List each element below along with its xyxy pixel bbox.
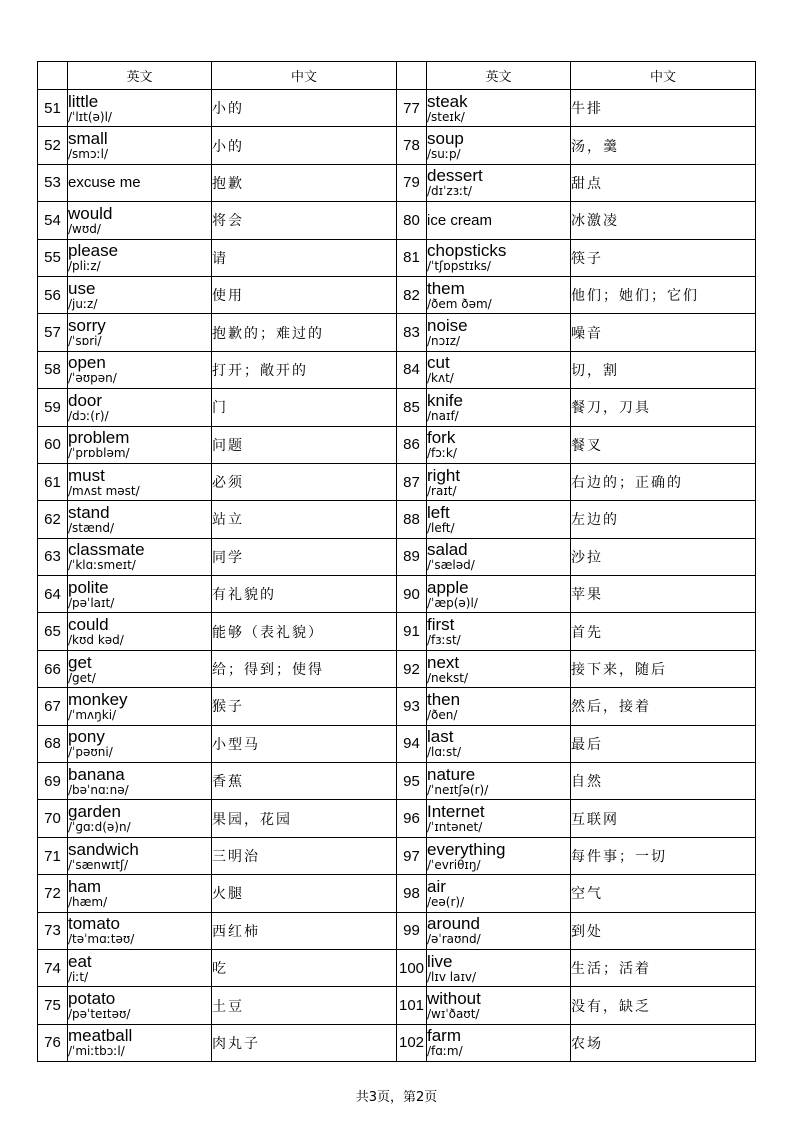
entry-chinese: 他们；她们；它们 — [571, 276, 756, 313]
entry-english — [68, 1024, 212, 1061]
entry-chinese: 小型马 — [212, 725, 397, 762]
table-row — [38, 389, 756, 426]
entry-number: 85 — [397, 389, 427, 426]
table-row — [38, 725, 756, 762]
entry-phonetic: /ˈtʃɒpstɪks/ — [427, 259, 491, 274]
entry-chinese: 请 — [212, 239, 397, 276]
table-row — [38, 987, 756, 1024]
entry-phonetic: /ðen/ — [427, 707, 458, 722]
entry-english — [68, 763, 212, 800]
entry-number: 58 — [38, 351, 68, 388]
entry-english — [68, 613, 212, 650]
entry-english — [427, 576, 571, 613]
entry-phonetic: /dɪˈzɜːt/ — [427, 184, 472, 199]
entry-phonetic: /smɔːl/ — [68, 147, 108, 162]
entry-english — [68, 501, 212, 538]
table-row — [38, 538, 756, 575]
entry-word: small — [68, 129, 108, 149]
entry-phonetic: /stænd/ — [68, 520, 115, 535]
entry-phonetic: /fɜːst/ — [427, 633, 461, 648]
entry-number: 52 — [38, 127, 68, 164]
entry-phonetic: /ˈsæləd/ — [427, 558, 475, 573]
entry-english — [427, 613, 571, 650]
entry-number: 69 — [38, 763, 68, 800]
entry-chinese: 果园，花园 — [212, 800, 397, 837]
entry-word: please — [68, 241, 119, 261]
entry-word: problem — [68, 428, 130, 448]
entry-word: potato — [68, 989, 116, 1009]
entry-phonetic: /lɪv laɪv/ — [427, 969, 477, 984]
entry-english — [68, 576, 212, 613]
entry-phonetic: /juːz/ — [68, 296, 98, 311]
entry-english — [68, 837, 212, 874]
entry-number: 81 — [397, 239, 427, 276]
entry-word: stand — [68, 502, 110, 522]
entry-word: live — [427, 951, 453, 971]
entry-chinese: 沙拉 — [571, 538, 756, 575]
entry-chinese: 吃 — [212, 949, 397, 986]
table-row — [38, 426, 756, 463]
entry-english — [427, 501, 571, 538]
entry-chinese: 到处 — [571, 912, 756, 949]
entry-number: 77 — [397, 90, 427, 127]
entry-number: 64 — [38, 576, 68, 613]
entry-word: little — [68, 91, 99, 111]
entry-phonetic: /ˈɡɑːd(ə)n/ — [68, 820, 131, 835]
table-row — [38, 800, 756, 837]
entry-chinese: 能够（表礼貌） — [212, 613, 397, 650]
entry-chinese: 牛排 — [571, 90, 756, 127]
entry-phonetic: /bəˈnɑːnə/ — [68, 782, 129, 797]
entry-number: 84 — [397, 351, 427, 388]
entry-word: polite — [68, 577, 109, 597]
entry-word: ice cream — [427, 211, 493, 229]
entry-number: 75 — [38, 987, 68, 1024]
entry-number: 90 — [397, 576, 427, 613]
entry-chinese: 小的 — [212, 90, 397, 127]
entry-chinese: 冰激凌 — [571, 202, 756, 239]
entry-word: sorry — [68, 316, 106, 336]
entry-number: 54 — [38, 202, 68, 239]
entry-chinese: 最后 — [571, 725, 756, 762]
entry-phonetic: /mʌst məst/ — [68, 483, 140, 498]
table-row — [38, 613, 756, 650]
entry-chinese: 汤，羹 — [571, 127, 756, 164]
entry-phonetic: /left/ — [427, 520, 455, 535]
entry-chinese: 噪音 — [571, 314, 756, 351]
entry-phonetic: /wʊd/ — [68, 221, 101, 236]
entry-word: steak — [427, 91, 468, 111]
entry-number: 87 — [397, 463, 427, 500]
entry-phonetic: /fɔːk/ — [427, 446, 457, 461]
entry-english — [68, 202, 212, 239]
entry-phonetic: /ˈneɪtʃə(r)/ — [427, 782, 489, 797]
entry-word: knife — [427, 390, 463, 410]
entry-english — [68, 875, 212, 912]
entry-word: cut — [427, 353, 450, 373]
entry-number: 102 — [397, 1024, 427, 1061]
entry-english — [427, 688, 571, 725]
entry-number: 56 — [38, 276, 68, 313]
entry-number: 65 — [38, 613, 68, 650]
entry-english — [68, 538, 212, 575]
entry-phonetic: /naɪf/ — [427, 408, 459, 423]
entry-word: next — [427, 652, 460, 672]
entry-number: 61 — [38, 463, 68, 500]
table-row — [38, 688, 756, 725]
entry-chinese: 然后，接着 — [571, 688, 756, 725]
entry-word: fork — [427, 428, 456, 448]
entry-phonetic: /dɔː(r)/ — [68, 408, 109, 423]
entry-word: around — [427, 914, 480, 934]
entry-word: without — [427, 989, 481, 1009]
entry-word: right — [427, 465, 461, 485]
entry-chinese: 互联网 — [571, 800, 756, 837]
entry-number: 68 — [38, 725, 68, 762]
entry-chinese: 筷子 — [571, 239, 756, 276]
entry-phonetic: /eə(r)/ — [427, 894, 465, 909]
entry-word: must — [68, 465, 105, 485]
entry-word: them — [427, 278, 465, 298]
entry-word: get — [68, 652, 92, 672]
entry-number: 79 — [397, 164, 427, 201]
entry-word: dessert — [427, 166, 483, 186]
entry-english — [427, 875, 571, 912]
entry-number: 73 — [38, 912, 68, 949]
entry-chinese: 同学 — [212, 538, 397, 575]
entry-number: 80 — [397, 202, 427, 239]
entry-english — [68, 688, 212, 725]
entry-word: sandwich — [68, 839, 139, 859]
entry-chinese: 站立 — [212, 501, 397, 538]
entry-chinese: 抱歉的；难过的 — [212, 314, 397, 351]
table-row — [38, 650, 756, 687]
entry-english — [68, 800, 212, 837]
entry-chinese: 门 — [212, 389, 397, 426]
entry-number: 60 — [38, 426, 68, 463]
header-english-left: 英文 — [68, 62, 212, 90]
entry-number: 88 — [397, 501, 427, 538]
entry-phonetic: /ˈklɑːsmeɪt/ — [68, 558, 136, 573]
entry-number: 76 — [38, 1024, 68, 1061]
entry-phonetic: /pliːz/ — [68, 259, 101, 274]
entry-phonetic: /ˈsænwɪtʃ/ — [68, 857, 129, 872]
entry-phonetic: /kʊd kəd/ — [68, 633, 124, 648]
entry-phonetic: /kʌt/ — [427, 371, 454, 386]
entry-word: open — [68, 353, 106, 373]
header-chinese-right: 中文 — [571, 62, 756, 90]
entry-phonetic: /suːp/ — [427, 147, 461, 162]
entry-english — [427, 763, 571, 800]
entry-phonetic: /ˈpəʊni/ — [68, 745, 113, 760]
entry-word: air — [427, 876, 446, 896]
entry-english — [427, 463, 571, 500]
entry-chinese: 生活；活着 — [571, 949, 756, 986]
table-row — [38, 912, 756, 949]
table-row — [38, 239, 756, 276]
entry-number: 101 — [397, 987, 427, 1024]
vocabulary-table — [37, 61, 756, 1062]
entry-phonetic: /ˈæp(ə)l/ — [427, 595, 478, 610]
entry-phonetic: /lɑːst/ — [427, 745, 462, 760]
entry-chinese: 土豆 — [212, 987, 397, 1024]
entry-number: 72 — [38, 875, 68, 912]
entry-number: 78 — [397, 127, 427, 164]
entry-number: 51 — [38, 90, 68, 127]
entry-chinese: 自然 — [571, 763, 756, 800]
entry-chinese: 抱歉 — [212, 164, 397, 201]
table-row — [38, 314, 756, 351]
entry-word: Internet — [427, 802, 485, 822]
entry-word: apple — [427, 577, 469, 597]
entry-word: monkey — [68, 689, 128, 709]
entry-number: 59 — [38, 389, 68, 426]
table-row — [38, 837, 756, 874]
entry-number: 55 — [38, 239, 68, 276]
entry-english — [427, 800, 571, 837]
header-number-right — [397, 62, 427, 90]
entry-word: would — [68, 203, 113, 223]
entry-chinese: 左边的 — [571, 501, 756, 538]
table-row — [38, 949, 756, 986]
entry-chinese: 西红柿 — [212, 912, 397, 949]
entry-english — [68, 912, 212, 949]
entry-english — [68, 949, 212, 986]
entry-chinese: 问题 — [212, 426, 397, 463]
entry-number: 91 — [397, 613, 427, 650]
entry-chinese: 没有，缺乏 — [571, 987, 756, 1024]
entry-chinese: 肉丸子 — [212, 1024, 397, 1061]
entry-number: 70 — [38, 800, 68, 837]
entry-chinese: 打开；敞开的 — [212, 351, 397, 388]
table-row — [38, 202, 756, 239]
entry-chinese: 使用 — [212, 276, 397, 313]
table-row — [38, 90, 756, 127]
vocabulary-body — [38, 90, 756, 1062]
entry-chinese: 接下来，随后 — [571, 650, 756, 687]
table-row — [38, 763, 756, 800]
entry-chinese: 将会 — [212, 202, 397, 239]
entry-word: everything — [427, 839, 506, 859]
entry-phonetic: /pəˈteɪtəʊ/ — [68, 1007, 131, 1022]
entry-english — [68, 127, 212, 164]
entry-number: 82 — [397, 276, 427, 313]
entry-phonetic: /wɪˈðaʊt/ — [427, 1007, 480, 1022]
entry-number: 63 — [38, 538, 68, 575]
entry-word: excuse me — [68, 174, 141, 192]
entry-phonetic: /ðem ðəm/ — [427, 296, 492, 311]
table-row — [38, 463, 756, 500]
entry-phonetic: /hæm/ — [68, 894, 108, 909]
entry-english — [427, 239, 571, 276]
entry-number: 53 — [38, 164, 68, 201]
entry-chinese: 每件事；一切 — [571, 837, 756, 874]
entry-phonetic: /ˈmiːtbɔːl/ — [68, 1044, 125, 1059]
entry-english — [68, 90, 212, 127]
entry-english — [427, 987, 571, 1024]
entry-phonetic: /ˈsɒri/ — [68, 334, 102, 349]
entry-number: 92 — [397, 650, 427, 687]
header-row — [38, 62, 756, 90]
entry-word: use — [68, 278, 96, 298]
entry-number: 93 — [397, 688, 427, 725]
entry-phonetic: /nekst/ — [427, 670, 468, 685]
entry-phonetic: /ˈprɒbləm/ — [68, 446, 130, 461]
table-row — [38, 351, 756, 388]
entry-english — [68, 389, 212, 426]
entry-word: could — [68, 615, 109, 635]
entry-phonetic: /ˈɪntənet/ — [427, 820, 483, 835]
entry-chinese: 农场 — [571, 1024, 756, 1061]
entry-word: first — [427, 615, 455, 635]
entry-word: meatball — [68, 1026, 133, 1046]
entry-chinese: 三明治 — [212, 837, 397, 874]
entry-english — [427, 837, 571, 874]
entry-number: 97 — [397, 837, 427, 874]
entry-number: 62 — [38, 501, 68, 538]
entry-english — [427, 389, 571, 426]
entry-english — [427, 912, 571, 949]
entry-number: 66 — [38, 650, 68, 687]
entry-number: 95 — [397, 763, 427, 800]
table-row — [38, 1024, 756, 1061]
entry-number: 99 — [397, 912, 427, 949]
entry-english — [68, 164, 212, 201]
entry-english — [427, 725, 571, 762]
entry-english — [427, 164, 571, 201]
entry-chinese: 甜点 — [571, 164, 756, 201]
table-row — [38, 576, 756, 613]
entry-word: banana — [68, 764, 125, 784]
entry-english — [68, 725, 212, 762]
entry-chinese: 小的 — [212, 127, 397, 164]
entry-phonetic: /steɪk/ — [427, 109, 465, 124]
entry-word: left — [427, 502, 450, 522]
entry-english — [427, 538, 571, 575]
entry-word: tomato — [68, 914, 120, 934]
entry-number: 89 — [397, 538, 427, 575]
entry-word: salad — [427, 540, 468, 560]
entry-english — [427, 351, 571, 388]
entry-phonetic: /ˈlɪt(ə)l/ — [68, 109, 112, 124]
header-english-right: 英文 — [427, 62, 571, 90]
entry-english — [68, 276, 212, 313]
entry-phonetic: /əˈraʊnd/ — [427, 932, 481, 947]
entry-word: farm — [427, 1026, 461, 1046]
entry-word: garden — [68, 802, 121, 822]
entry-number: 74 — [38, 949, 68, 986]
entry-number: 98 — [397, 875, 427, 912]
entry-english — [427, 90, 571, 127]
entry-word: soup — [427, 129, 464, 149]
header-number-left — [38, 62, 68, 90]
entry-phonetic: /ˈmʌŋki/ — [68, 707, 117, 722]
entry-english — [68, 314, 212, 351]
entry-phonetic: /get/ — [68, 670, 96, 685]
entry-number: 100 — [397, 949, 427, 986]
table-row — [38, 127, 756, 164]
entry-number: 67 — [38, 688, 68, 725]
entry-english — [68, 463, 212, 500]
entry-english — [427, 650, 571, 687]
entry-english — [427, 276, 571, 313]
entry-word: classmate — [68, 540, 145, 560]
entry-english — [68, 239, 212, 276]
header-chinese-left: 中文 — [212, 62, 397, 90]
entry-word: door — [68, 390, 103, 410]
entry-number: 83 — [397, 314, 427, 351]
entry-chinese: 必须 — [212, 463, 397, 500]
entry-phonetic: /iːt/ — [68, 969, 89, 984]
entry-phonetic: /fɑːm/ — [427, 1044, 463, 1059]
entry-chinese: 右边的；正确的 — [571, 463, 756, 500]
entry-word: last — [427, 727, 454, 747]
entry-english — [427, 127, 571, 164]
page-footer: 共3页，第2页 — [355, 1090, 438, 1105]
entry-phonetic: /ˈəʊpən/ — [68, 371, 117, 386]
entry-chinese: 猴子 — [212, 688, 397, 725]
entry-chinese: 空气 — [571, 875, 756, 912]
entry-english — [68, 426, 212, 463]
entry-english — [427, 1024, 571, 1061]
entry-number: 71 — [38, 837, 68, 874]
table-row — [38, 164, 756, 201]
entry-english — [427, 949, 571, 986]
entry-phonetic: /pəˈlaɪt/ — [68, 595, 115, 610]
entry-chinese: 首先 — [571, 613, 756, 650]
entry-phonetic: /təˈmɑːtəʊ/ — [68, 932, 135, 947]
entry-chinese: 香蕉 — [212, 763, 397, 800]
entry-number: 86 — [397, 426, 427, 463]
entry-english — [68, 351, 212, 388]
table-row — [38, 276, 756, 313]
entry-chinese: 苹果 — [571, 576, 756, 613]
entry-word: ham — [68, 876, 102, 896]
entry-english — [68, 650, 212, 687]
entry-word: nature — [427, 764, 476, 784]
entry-word: pony — [68, 727, 105, 747]
entry-number: 94 — [397, 725, 427, 762]
entry-chinese: 切，割 — [571, 351, 756, 388]
table-row — [38, 501, 756, 538]
entry-word: chopsticks — [427, 241, 507, 261]
entry-phonetic: /ˈevriθɪŋ/ — [427, 857, 481, 872]
entry-chinese: 餐刀，刀具 — [571, 389, 756, 426]
entry-word: eat — [68, 951, 92, 971]
entry-english — [427, 202, 571, 239]
entry-chinese: 火腿 — [212, 875, 397, 912]
entry-chinese: 给；得到；使得 — [212, 650, 397, 687]
entry-chinese: 有礼貌的 — [212, 576, 397, 613]
entry-phonetic: /raɪt/ — [427, 483, 457, 498]
entry-word: then — [427, 689, 461, 709]
entry-chinese: 餐叉 — [571, 426, 756, 463]
entry-english — [427, 314, 571, 351]
entry-english — [427, 426, 571, 463]
entry-phonetic: /nɔɪz/ — [427, 334, 461, 349]
entry-number: 57 — [38, 314, 68, 351]
entry-number: 96 — [397, 800, 427, 837]
entry-word: noise — [427, 316, 468, 336]
entry-english — [68, 987, 212, 1024]
table-row — [38, 875, 756, 912]
